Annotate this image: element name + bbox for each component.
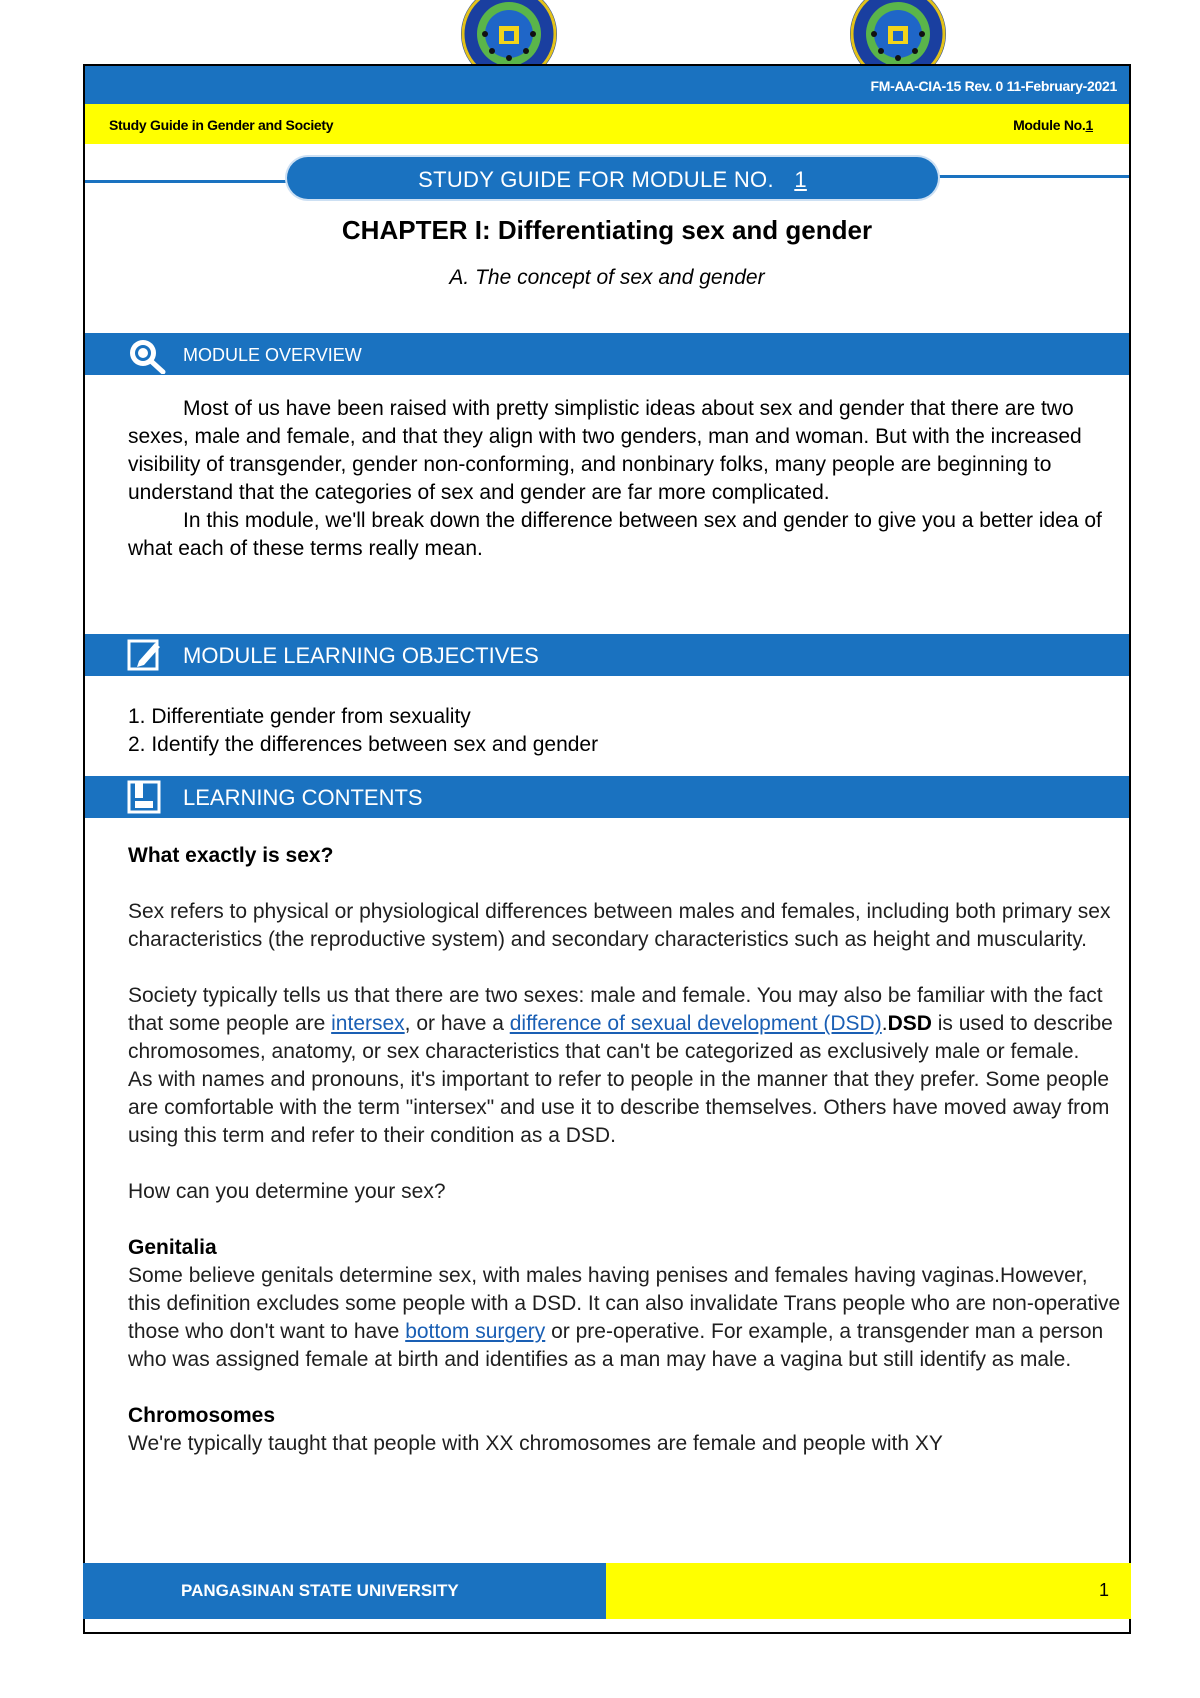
university-name: PANGASINAN STATE UNIVERSITY <box>181 1581 459 1600</box>
section-title-overview: MODULE OVERVIEW <box>183 345 362 365</box>
university-seal-left <box>459 0 559 66</box>
objectives-list <box>128 703 598 759</box>
text-run: is used to describe chromosomes, anatomy, or sex characteristics that can't be categorized as exclusively male or female. <box>128 1012 1113 1063</box>
module-label-text: Module No. <box>1013 117 1086 133</box>
banner-module-number: 1 <box>794 167 807 192</box>
text-run: Society typically tells us that there are two sexes: male and female. You may also be familiar with the fact that some people are <box>128 984 1103 1035</box>
bold-term-dsd: DSD <box>887 1012 932 1035</box>
header-yellow-band <box>85 104 1129 144</box>
study-guide-title: Study Guide in Gender and Society <box>109 117 334 133</box>
section-module-overview <box>85 333 1129 375</box>
text-run: or pre-operative. For example, a transgender man a person who was assigned female at birth and identifies as a man may have a vagina but still identify as male. <box>128 1320 1104 1371</box>
link-dsd[interactable]: difference of sexual development (DSD) <box>509 1012 882 1035</box>
book-icon <box>125 779 165 815</box>
question-determine-sex: How can you determine your sex? <box>128 1180 446 1203</box>
seal-icon <box>459 0 559 66</box>
list-item: 2. Identify the differences between sex and gender <box>128 733 599 756</box>
magnifier-icon <box>125 336 169 374</box>
paragraph-intersex <box>128 982 1123 1066</box>
banner-line-left <box>85 180 290 183</box>
page-number: 1 <box>1098 1580 1109 1600</box>
footer-blue-band <box>83 1563 606 1619</box>
section-title-objectives: MODULE LEARNING OBJECTIVES <box>183 643 539 668</box>
question-heading: What exactly is sex? <box>128 844 334 867</box>
form-code: FM-AA-CIA-15 Rev. 0 11-February-2021 <box>870 78 1117 94</box>
section-title-contents: LEARNING CONTENTS <box>183 785 423 810</box>
chapter-subtitle: A. The concept of sex and gender <box>449 266 765 289</box>
overview-body <box>128 395 1118 563</box>
link-bottom-surgery[interactable]: bottom surgery <box>405 1320 546 1343</box>
link-intersex[interactable]: intersex <box>331 1012 405 1035</box>
list-item: 1. Differentiate gender from sexuality <box>128 705 471 728</box>
text-run: , or have a <box>404 1012 510 1035</box>
text-run: Some believe genitals determine sex, with males having penises and females having vaginas.However, this definition excludes some people with a DSD. It can also invalidate Trans people who are non-operative those who don't want to have <box>128 1264 1121 1343</box>
paragraph-sex-definition: Sex refers to physical or physiological differences between males and females, including both primary sex characteristics (the reproductive system) and secondary characteristics such as height and muscularity. <box>128 900 1111 951</box>
header-blue-band <box>85 66 1129 104</box>
banner-text <box>287 167 938 193</box>
learning-contents-body <box>128 842 1123 1458</box>
heading-genitalia: Genitalia <box>128 1236 217 1259</box>
university-seal-right <box>848 0 948 66</box>
overview-paragraph: In this module, we'll break down the difference between sex and gender to give you a better idea of what each of these terms really mean. <box>128 509 1102 560</box>
footer-yellow-band <box>606 1563 1131 1619</box>
banner-line-right <box>935 175 1129 178</box>
overview-paragraph: Most of us have been raised with pretty simplistic ideas about sex and gender that there are two sexes, male and female, and that they align with two genders, man and woman. But with the increased visibility of transgender, gender non-conforming, and nonbinary folks, many people are beginning to understand that the categories of sex and gender are far more complicated. <box>128 397 1082 504</box>
module-number: 1 <box>1085 117 1093 133</box>
paragraph-pronouns: As with names and pronouns, it's important to refer to people in the manner that they prefer. Some people are comfortable with the term "intersex" and use it to describe themselves. Others have moved away from using this term and refer to their condition as a DSD. <box>128 1068 1110 1147</box>
seal-icon <box>848 0 948 66</box>
section-learning-contents <box>85 776 1129 818</box>
banner-prefix: STUDY GUIDE FOR MODULE NO. <box>418 167 781 192</box>
heading-chromosomes: Chromosomes <box>128 1404 276 1427</box>
chapter-title: CHAPTER I: Differentiating sex and gender <box>341 215 873 245</box>
study-guide-banner <box>287 157 938 199</box>
paragraph-genitalia <box>128 1262 1123 1374</box>
module-number-label <box>1013 117 1093 133</box>
text-run: . <box>881 1012 888 1035</box>
section-learning-objectives <box>85 634 1129 676</box>
paragraph-chromosomes: We're typically taught that people with XX chromosomes are female and people with XY <box>128 1432 943 1455</box>
pencil-note-icon <box>125 637 165 673</box>
